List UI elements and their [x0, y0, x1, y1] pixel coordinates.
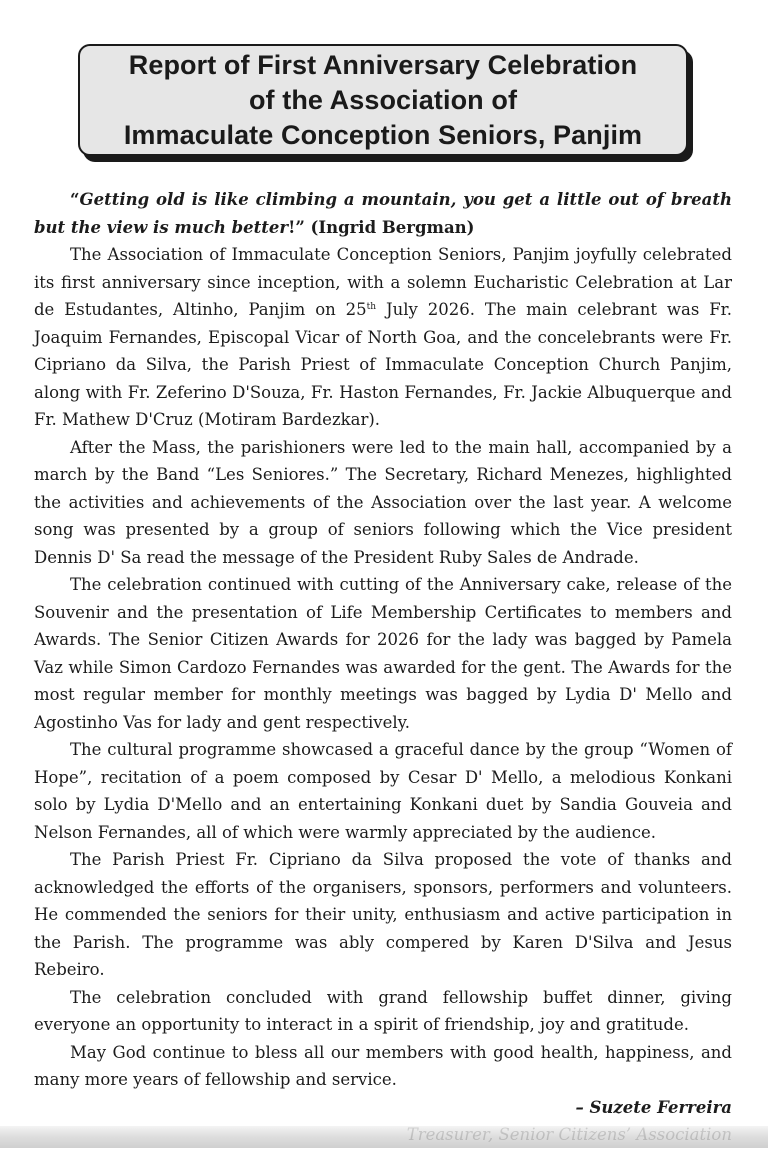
paragraph-5: The Parish Priest Fr. Cipriano da Silva proposed the vote of thanks and acknowledged the efforts of the organisers, sponsors, performers and volunteers. He commended the seniors for their unity, enthusiasm and active participation in the Parish. The programme was ably compered by Karen D'Silva and Jesus Rebeiro. — [34, 850, 732, 979]
article-body — [34, 186, 732, 1149]
paragraph-6: The celebration concluded with grand fellowship buffet dinner, giving everyone an opportunity to interact in a spirit of friendship, joy and gratitude. — [34, 987, 732, 1034]
paragraph-2: After the Mass, the parishioners were led to the main hall, accompanied by a march by the Band “Les Seniores.” The Secretary, Richard Menezes, highlighted the activities and achievements of the Association over the last year. A welcome song was presented by a group of seniors following which the Vice president Dennis D' Sa read the message of the President Ruby Sales de Andrade. — [34, 437, 732, 567]
paragraph-3: The celebration continued with cutting of the Anniversary cake, release of the Souvenir and the presentation of Life Membership Certificates to members and Awards. The Senior Citizen Awards for 2026 for the lady was bagged by Pamela Vaz while Simon Cardozo Fernandes was awarded for the gent. The Awards for the most regular member for monthly meetings was bagged by Lydia D' Mello and Agostinho Vas for lady and gent respectively. — [34, 575, 732, 732]
page-title — [124, 48, 642, 153]
title-line-2: of the Association of — [248, 84, 518, 115]
bottom-decorative-strip — [0, 1126, 768, 1148]
title-line-1: Report of First Anniversary Celebration — [128, 49, 638, 80]
title-box — [78, 44, 688, 156]
signature-name: – Suzete Ferreira — [575, 1097, 732, 1117]
opening-quote — [34, 186, 732, 241]
title-line-3: Immaculate Conception Seniors, Panjim — [123, 119, 643, 150]
paragraph-4: The cultural programme showcased a graceful dance by the group “Women of Hope”, recitation of a poem composed by Cesar D' Mello, a melodious Konkani solo by Lydia D'Mello and an entertaining Konkani duet by Sandia Gouveia and Nelson Fernandes, all of which were warmly appreciated by the audience. — [34, 740, 732, 842]
quote-attribution: (Ingrid Bergman) — [304, 217, 475, 237]
paragraph-7: May God continue to bless all our members with good health, happiness, and many more years of fellowship and service. — [34, 1042, 732, 1089]
quote-text: Getting old is like climbing a mountain, you get a little out of breath but the view is much better — [34, 190, 732, 237]
paragraph-1 — [34, 241, 732, 434]
quote-open-mark: “ — [70, 190, 80, 209]
paragraph-1-text-b: July 2026. The main celebrant was Fr. Joaquim Fernandes, Episcopal Vicar of North Goa, and the concelebrants were Fr. Cipriano da Silva, the Parish Priest of Immaculate Conception Church Panjim, along with Fr. Zeferino D'Souza, Fr. Haston Fernandes, Fr. Jackie Albuquerque and Fr. Mathew D'Cruz (Motiram Bardezkar). — [34, 300, 732, 429]
paragraph-1-text-a: The Association of Immaculate Conception Seniors, Panjim joyfully celebrated its first anniversary since inception, with a solemn Eucharistic Celebration at Lar de Estudantes, Altinho, Panjim on 25 — [34, 245, 732, 319]
date-ordinal-suffix: th — [366, 302, 377, 312]
quote-close-mark: !” — [288, 217, 305, 237]
